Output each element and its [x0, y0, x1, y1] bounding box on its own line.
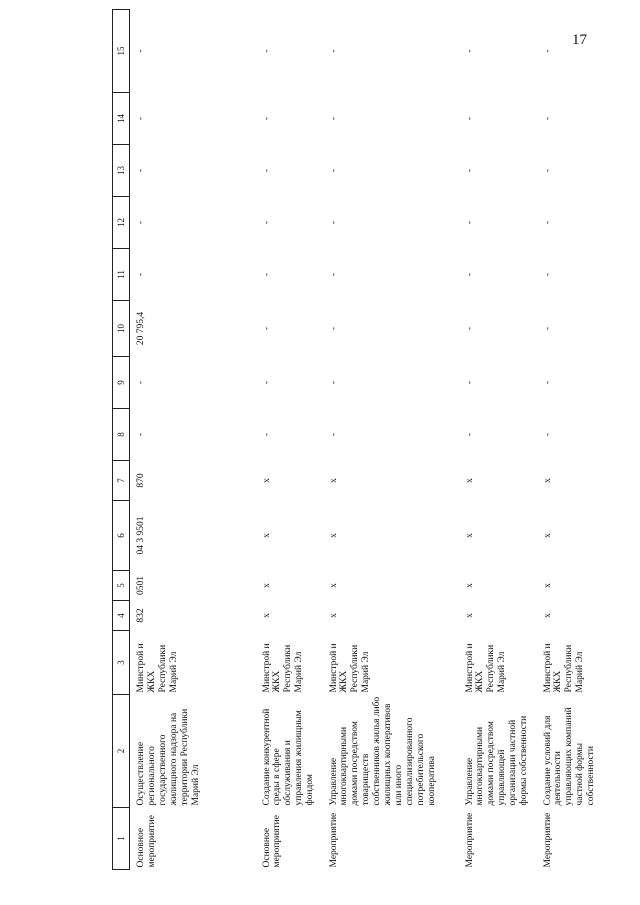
col-header: 9 [113, 357, 130, 409]
col-header: 3 [113, 631, 130, 695]
cell-value: - [328, 168, 339, 173]
col-header: 14 [113, 93, 130, 145]
row-type: Мероприятие [328, 812, 339, 868]
cell-value: - [542, 168, 553, 173]
cell-vr: 870 [136, 473, 146, 488]
cell-rzpr: 0501 [136, 576, 146, 595]
cell-value: 20 795,4 [136, 311, 146, 346]
cell-rzpr: x [261, 583, 272, 588]
cell-vr: x [542, 478, 553, 483]
cell-vr: x [261, 478, 272, 483]
rotated-table-container [112, 10, 622, 870]
col-header: 1 [113, 808, 130, 870]
row-type: Мероприятие [542, 812, 553, 868]
cell-grbs: x [542, 613, 553, 618]
cell-value: - [542, 116, 553, 121]
cell-value: - [464, 272, 475, 277]
col-header: 10 [113, 301, 130, 357]
cell-csr: x [328, 533, 339, 538]
page-number: 17 [572, 32, 587, 48]
cell-value: - [328, 49, 339, 53]
cell-value: - [464, 326, 475, 331]
cell-value: - [261, 326, 272, 331]
row-executor: Минстрой и ЖКХ Республики Марий Эл [261, 643, 305, 693]
cell-grbs: x [464, 613, 475, 618]
cell-csr: x [464, 533, 475, 538]
cell-grbs: x [328, 613, 339, 618]
col-header: 8 [113, 409, 130, 461]
col-header: 12 [113, 197, 130, 249]
table-row [130, 10, 260, 870]
cell-rzpr: x [542, 583, 553, 588]
row-executor: Минстрой и ЖКХ Республики Марий Эл [328, 643, 372, 693]
cell-value: - [136, 220, 146, 225]
cell-value: - [261, 220, 272, 225]
cell-csr: 04 3 9501 [136, 516, 146, 555]
cell-value: - [261, 432, 272, 437]
table-row [463, 10, 541, 870]
cell-value: - [464, 168, 475, 173]
cell-value: - [136, 49, 146, 53]
cell-value: - [328, 380, 339, 385]
cell-value: - [261, 116, 272, 121]
table-row [541, 10, 611, 870]
cell-value: - [136, 432, 146, 437]
cell-grbs: 832 [136, 608, 146, 623]
row-type: Основное мероприятие [261, 815, 283, 868]
row-name: Осуществление регионального государственного жилищного надзора на территории Республики Марий Эл [136, 708, 201, 806]
cell-value: - [328, 326, 339, 331]
cell-value: - [261, 168, 272, 173]
row-name: Управление многоквартирными домами посредством управляющей организации частной формы собственности [464, 715, 530, 806]
cell-value: - [542, 272, 553, 277]
cell-value: - [328, 432, 339, 437]
cell-value: - [328, 220, 339, 225]
row-name: Создание условий для деятельности управляющих компаний частной формы собственности [542, 707, 597, 806]
header-row [113, 10, 130, 870]
cell-rzpr: x [328, 583, 339, 588]
cell-rzpr: x [464, 583, 475, 588]
row-name: Управление многоквартирными домами посредством товариществ собственников жилья либо жилищных кооперативов или иного специализированного потребительского кооператива [328, 696, 437, 806]
cell-value: - [328, 272, 339, 277]
cell-value: - [328, 116, 339, 121]
cell-value: - [464, 49, 475, 53]
cell-value: - [464, 380, 475, 385]
cell-value: - [261, 380, 272, 385]
row-type: Основное мероприятие [136, 815, 157, 868]
col-header: 5 [113, 571, 130, 601]
cell-value: - [136, 116, 146, 121]
cell-value: - [542, 380, 553, 385]
col-header: 11 [113, 249, 130, 301]
cell-value: - [136, 168, 146, 173]
cell-vr: x [328, 478, 339, 483]
cell-value: - [464, 116, 475, 121]
table-row [260, 10, 327, 870]
cell-value: - [464, 220, 475, 225]
program-table [112, 9, 611, 870]
cell-value: - [542, 49, 553, 53]
cell-value: - [136, 380, 146, 385]
col-header: 15 [113, 10, 130, 93]
row-executor: Минстрой и ЖКХ Республики Марий Эл [542, 643, 586, 693]
cell-csr: x [542, 533, 553, 538]
table-row [327, 10, 463, 870]
row-name: Создание конкурентной среды в сфере обслуживания и управления жилищным фондом [261, 708, 316, 806]
col-header: 7 [113, 461, 130, 501]
cell-grbs: x [261, 613, 272, 618]
cell-value: - [542, 220, 553, 225]
cell-value: - [261, 272, 272, 277]
cell-value: - [542, 432, 553, 437]
col-header: 2 [113, 695, 130, 808]
col-header: 4 [113, 601, 130, 631]
cell-csr: x [261, 533, 272, 538]
row-type: Мероприятие [464, 812, 475, 868]
cell-value: - [136, 272, 146, 277]
cell-value: - [261, 49, 272, 53]
col-header: 6 [113, 501, 130, 571]
col-header: 13 [113, 145, 130, 197]
cell-value: - [464, 432, 475, 437]
cell-value: - [542, 326, 553, 331]
row-executor: Минстрой и ЖКХ Республики Марий Эл [464, 643, 508, 693]
cell-vr: x [464, 478, 475, 483]
row-executor: Минстрой и ЖКХ Республики Марий Эл [136, 643, 179, 693]
